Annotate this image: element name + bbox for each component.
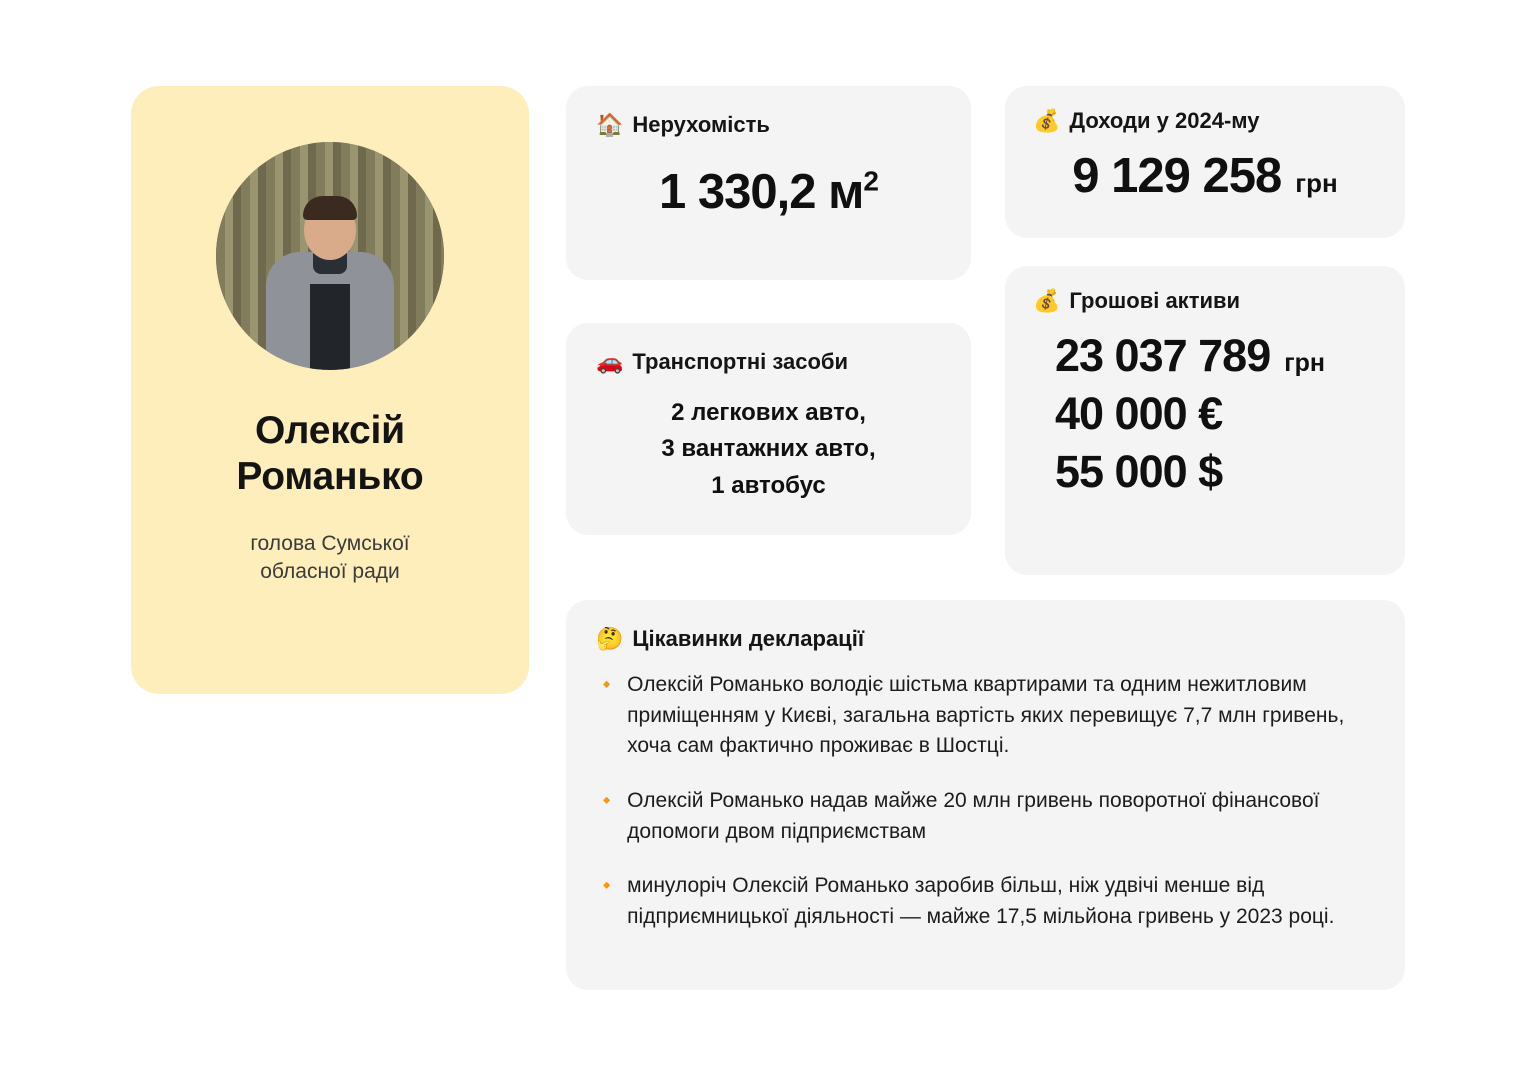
list-item <box>596 871 1371 932</box>
list-item <box>596 670 1371 762</box>
fact-text: Олексій Романько надав майже 20 млн гривень поворотної фінансової допомоги двом підприємствам <box>627 788 1320 843</box>
real-estate-value-wrap <box>596 164 941 220</box>
income-header <box>1033 108 1377 134</box>
table-row <box>1033 388 1377 440</box>
table-row <box>1033 330 1377 382</box>
person-role-line-1: голова Сумської <box>250 532 410 556</box>
money-bag-icon: 💰 <box>1033 108 1061 133</box>
money-bag-icon: 💰 <box>1033 288 1061 313</box>
assets-header <box>1033 288 1377 314</box>
person-role-line-2: обласної ради <box>260 559 400 583</box>
facts-title: Цікавинки декларації <box>632 626 865 651</box>
assets-card <box>1005 266 1405 575</box>
diamond-bullet-icon: 🔸 <box>596 876 618 896</box>
facts-header <box>596 626 1371 652</box>
assets-amount: 23 037 789 <box>1055 330 1271 381</box>
avatar <box>216 142 444 370</box>
diamond-bullet-icon: 🔸 <box>596 675 618 694</box>
income-amount: 9 129 258 <box>1072 149 1282 203</box>
assets-amount: 40 000 € <box>1055 388 1223 439</box>
income-value-row <box>1033 148 1377 204</box>
income-currency: грн <box>1295 168 1338 198</box>
list-item <box>596 786 1371 847</box>
facts-card <box>566 600 1405 990</box>
vehicles-list <box>596 395 941 504</box>
profile-card <box>131 86 529 694</box>
income-title: Доходи у 2024-му <box>1069 108 1260 133</box>
income-card <box>1005 86 1405 238</box>
assets-unit: грн <box>1284 349 1326 377</box>
real-estate-card <box>566 86 971 280</box>
person-name-line-2: Романько <box>236 455 424 499</box>
car-icon: 🚗 <box>596 349 624 374</box>
vehicles-header <box>596 349 941 375</box>
assets-rows <box>1033 330 1377 498</box>
house-icon: 🏠 <box>596 112 624 137</box>
person-name <box>131 408 529 500</box>
assets-title: Грошові активи <box>1069 288 1241 313</box>
assets-amount: 55 000 $ <box>1055 446 1223 497</box>
list-item: 1 автобус <box>711 471 826 499</box>
real-estate-value: 1 330,2 м <box>659 165 864 219</box>
real-estate-header <box>596 112 941 138</box>
fact-text: минулоріч Олексій Романько заробив більш, ніж удвічі менше від підприємницької діяльності — майже 17,5 мільйона гривень у 2023 році. <box>627 874 1335 928</box>
vehicles-title: Транспортні засоби <box>632 349 849 374</box>
list-item: 2 легкових авто, <box>671 399 866 426</box>
table-row <box>1033 446 1377 498</box>
avatar-hair <box>303 196 357 220</box>
list-item: 3 вантажних авто, <box>661 435 876 463</box>
avatar-shirt <box>310 284 350 370</box>
vehicles-card <box>566 323 971 535</box>
diamond-bullet-icon: 🔸 <box>596 790 618 810</box>
thinking-face-icon: 🤔 <box>596 626 624 651</box>
person-name-line-1: Олексій <box>255 409 405 452</box>
real-estate-value-superscript: 2 <box>863 165 878 197</box>
facts-list <box>596 670 1371 933</box>
real-estate-title: Нерухомість <box>632 112 770 137</box>
fact-text: Олексій Романько володіє шістьма квартирами та одним нежитловим приміщенням у Києві, загальна вартість яких перевищує 7,7 млн гривень, хоча сам фактично проживає в Шостці. <box>627 673 1345 758</box>
person-role <box>131 530 529 585</box>
